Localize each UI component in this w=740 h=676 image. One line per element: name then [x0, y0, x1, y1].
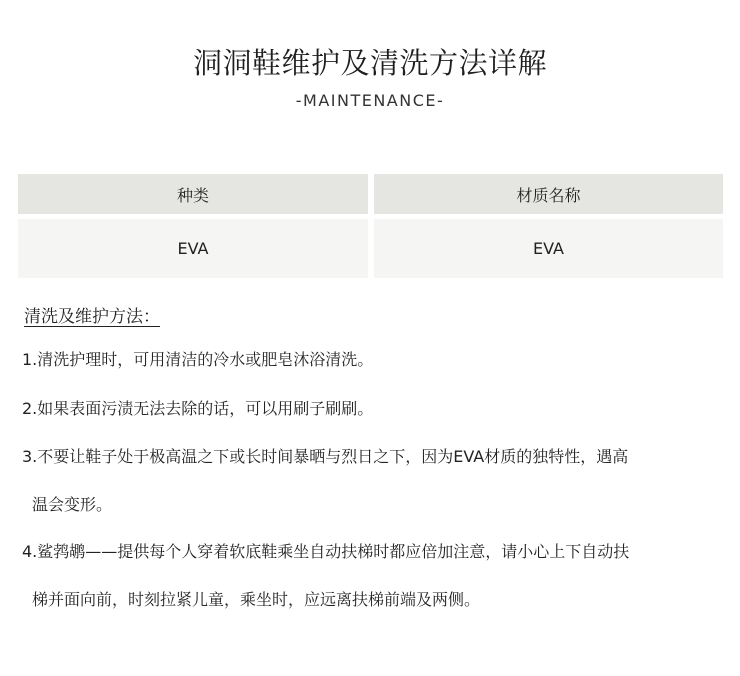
list-item	[22, 528, 722, 624]
table-header-cell-type: 种类	[18, 174, 368, 214]
list-item-line: 3.不要让鞋子处于极高温之下或长时间暴晒与烈日之下，因为EVA材质的独特性，遇高	[22, 447, 629, 466]
table-cell-material-value: EVA	[374, 219, 723, 278]
spec-table	[18, 174, 723, 278]
list-item	[22, 385, 722, 433]
section-heading: 清洗及维护方法：	[24, 307, 160, 327]
list-item-line-continued: 梯并面向前，时刻拉紧儿童，乘坐时，应远离扶梯前端及两侧。	[32, 590, 481, 609]
table-cell-type-value: EVA	[18, 219, 368, 278]
list-item-line-continued: 温会变形。	[32, 495, 113, 514]
list-item	[22, 433, 722, 529]
list-item-line: 2.如果表面污渍无法去除的话，可以用刷子刷刷。	[22, 399, 374, 418]
list-item-line: 1.清洗护理时，可用清洁的冷水或肥皂沐浴清洗。	[22, 350, 374, 369]
list-item	[22, 336, 722, 384]
page-subtitle: -MAINTENANCE-	[295, 91, 445, 110]
table-header-cell-material: 材质名称	[374, 174, 723, 214]
page-title: 洞洞鞋维护及清洗方法详解	[192, 46, 547, 80]
list-item-line: 4.鲨鹁鹕——提供每个人穿着软底鞋乘坐自动扶梯时都应倍加注意，请小心上下自动扶	[22, 542, 630, 561]
